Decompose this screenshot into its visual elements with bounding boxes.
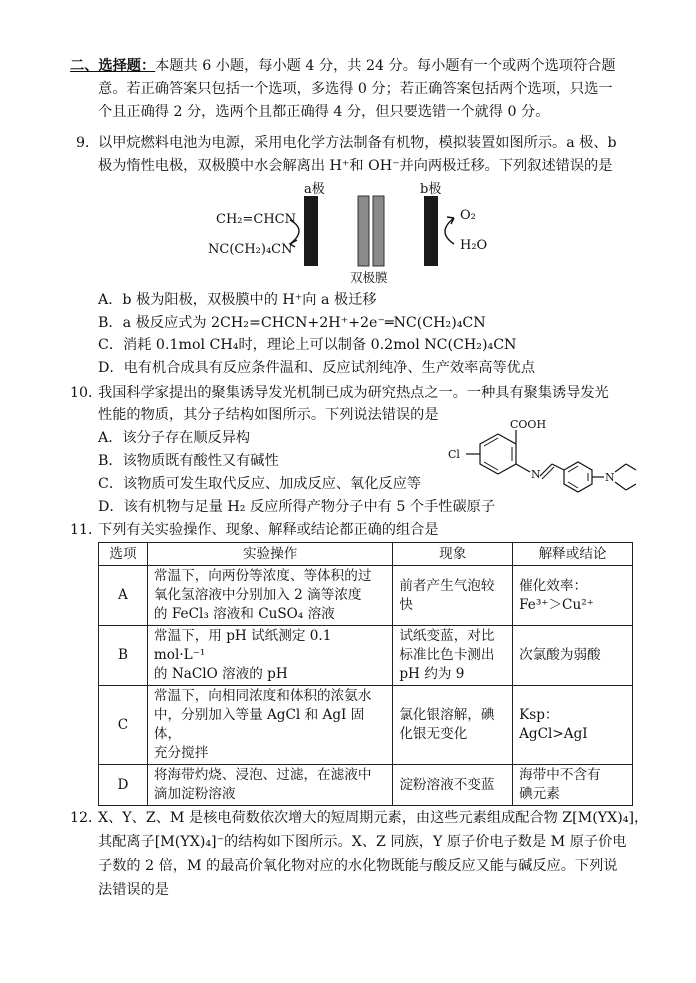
row-c-ph-line-2: 化银无变化 bbox=[399, 726, 468, 742]
row-b-ph-line-2: 标准比色卡测出 bbox=[399, 647, 495, 663]
row-c-con-line-1: Ksp：AgCl>AgI bbox=[519, 707, 588, 742]
q12-line-2: 其配离子[M(YX)₄]⁻的结构如下图所示。X、Z 同族，Y 原子价电子数是 M 原子价电 bbox=[98, 834, 627, 850]
electrode-b bbox=[424, 196, 438, 266]
section-line-3: 个且正确得 2 分，选两个且都正确得 4 分，但只要选错一个就得 0 分。 bbox=[98, 104, 550, 120]
table-row bbox=[99, 566, 633, 626]
ethyl-1b bbox=[626, 464, 636, 470]
row-b-option: B bbox=[99, 626, 148, 686]
q10-option-a: A．该分子存在顺反异构 bbox=[98, 430, 251, 446]
section-line-2: 意。若正确答案只包括一个选项，多选得 0 分；若正确答案包括两个选项，只选一 bbox=[98, 81, 613, 97]
row-c-option: C bbox=[99, 686, 148, 765]
row-b-conclusion bbox=[513, 626, 633, 686]
row-a-phenomenon bbox=[393, 566, 513, 626]
table-row bbox=[99, 765, 633, 806]
imine-double-1 bbox=[540, 464, 552, 476]
header-phenomenon: 现象 bbox=[393, 543, 513, 566]
row-b-op-line-1: 常温下，用 pH 试纸测定 0.1 mol·L⁻¹ bbox=[153, 628, 332, 663]
q10-option-c: C．该物质可发生取代反应、加成反应、氧化反应等 bbox=[98, 476, 421, 492]
label-b-electrode: b极 bbox=[420, 182, 442, 197]
q11-number: 11． bbox=[70, 522, 103, 538]
q11-table bbox=[98, 542, 633, 806]
atom-cl: Cl bbox=[448, 448, 460, 461]
q10-molecule-structure bbox=[440, 420, 640, 498]
header-conclusion: 解释或结论 bbox=[513, 543, 633, 566]
row-c-phenomenon bbox=[393, 686, 513, 765]
q10-line-1: 我国科学家提出的聚集诱导发光机制已成为研究热点之一。一种具有聚集诱导发光 bbox=[98, 385, 609, 401]
row-a-op-line-1: 常温下，向两份等浓度、等体积的过 bbox=[153, 568, 372, 584]
ethyl-1a bbox=[615, 464, 626, 472]
q12-number: 12． bbox=[70, 810, 103, 826]
row-d-phenomenon bbox=[393, 765, 513, 806]
q10-line-2: 性能的物质，其分子结构如图所示。下列说法错误的是 bbox=[98, 407, 439, 423]
group-cooh: COOH bbox=[510, 420, 547, 431]
molecule-svg bbox=[440, 420, 640, 498]
q10-option-d: D．该有机物与足量 H₂ 反应所得产物分子中有 5 个手性碳原子 bbox=[98, 499, 496, 515]
row-d-op-line-2: 滴加淀粉溶液 bbox=[153, 786, 236, 802]
row-b-con-line-1: 次氯酸为弱酸 bbox=[519, 647, 601, 663]
row-d-ph-line-1: 淀粉溶液不变蓝 bbox=[399, 776, 495, 793]
section-text-1: 本题共 6 小题，每小题 4 分，共 24 分。每小题有一个或两个选项符合题 bbox=[155, 58, 616, 74]
q12-line-1: X、Y、Z、M 是核电荷数依次增大的短周期元素，由这些元素组成配合物 Z[M(YX)₄]， bbox=[98, 810, 649, 826]
table-row bbox=[99, 626, 633, 686]
row-c-op-line-3: 充分搅拌 bbox=[153, 745, 209, 761]
row-b-op-line-2: 的 NaClO 溶液的 pH bbox=[153, 666, 288, 682]
electrode-a bbox=[304, 196, 318, 266]
q9-line-2: 极为惰性电极，双极膜中水会解离出 H⁺和 OH⁻并向两极迁移。下列叙述错误的是 bbox=[98, 158, 613, 174]
atom-n-imine: N bbox=[531, 468, 541, 481]
section-line-1 bbox=[70, 56, 616, 76]
label-membrane: 双极膜 bbox=[350, 270, 388, 285]
header-operation: 实验操作 bbox=[147, 543, 392, 566]
row-c-op-line-1: 常温下，向相同浓度和体积的浓氨水 bbox=[153, 688, 372, 704]
row-b-ph-line-3: pH 约为 9 bbox=[399, 666, 465, 682]
row-b-ph-line-1: 试纸变蓝，对比 bbox=[399, 628, 495, 644]
label-adiponitrile: NC(CH₂)₄CN bbox=[208, 242, 293, 257]
section-title: 二、选择题： bbox=[70, 58, 156, 74]
row-a-con-line-1: 催化效率： bbox=[519, 577, 588, 594]
row-a-ph-line-1: 前者产生气泡较 bbox=[399, 577, 495, 594]
label-a-electrode: a极 bbox=[304, 182, 325, 197]
row-d-operation bbox=[147, 765, 392, 806]
q9-option-a: A．b 极为阳极，双极膜中的 H⁺向 a 极迁移 bbox=[98, 292, 377, 308]
imine-bond-1 bbox=[516, 464, 530, 472]
benzene-ring-1 bbox=[480, 434, 516, 474]
q12-line-4: 法错误的是 bbox=[98, 882, 169, 898]
ring1-double-1 bbox=[484, 438, 498, 446]
row-c-ph-line-1: 氯化银溶解，碘 bbox=[399, 707, 495, 723]
label-acrylonitrile: CH₂=CHCN bbox=[216, 212, 296, 227]
row-a-conclusion bbox=[513, 566, 633, 626]
row-a-op-line-3: 的 FeCl₃ 溶液和 CuSO₄ 溶液 bbox=[153, 606, 335, 622]
bipolar-membrane-left bbox=[358, 196, 369, 266]
row-c-conclusion bbox=[513, 686, 633, 765]
row-c-op-line-2: 中，分别加入等量 AgCl 和 AgI 固体， bbox=[153, 707, 365, 742]
q12-line-3: 子数的 2 倍，M 的最高价氧化物对应的水化物既能与酸反应又能与碱反应。下列说 bbox=[98, 858, 618, 874]
row-a-con-line-2: Fe³⁺＞Cu²⁺ bbox=[519, 596, 594, 613]
bipolar-membrane-right bbox=[373, 196, 384, 266]
q10-option-b: B．该物质既有酸性又有碱性 bbox=[98, 453, 279, 469]
row-b-operation bbox=[147, 626, 392, 686]
row-a-ph-line-2: 快 bbox=[399, 596, 413, 613]
label-o2: O₂ bbox=[460, 208, 476, 223]
label-h2o: H₂O bbox=[460, 238, 488, 253]
q11-line-1: 下列有关实验操作、现象、解释或结论都正确的组合是 bbox=[98, 522, 439, 538]
row-b-phenomenon bbox=[393, 626, 513, 686]
ethyl-2b bbox=[626, 484, 636, 490]
row-a-operation bbox=[147, 566, 392, 626]
q9-option-b: B．a 极反应式为 2CH₂=CHCN+2H⁺+2e⁻═NC(CH₂)₄CN bbox=[98, 315, 486, 331]
row-d-option: D bbox=[99, 765, 148, 806]
row-d-con-line-1: 海带中不含有 bbox=[519, 767, 601, 783]
row-a-option: A bbox=[99, 566, 148, 626]
row-c-operation bbox=[147, 686, 392, 765]
q9-option-c: C．消耗 0.1mol CH₄时，理论上可以制备 0.2mol NC(CH₂)₄CN bbox=[98, 337, 517, 353]
row-d-op-line-1: 将海带灼烧、浸泡、过滤，在滤液中 bbox=[153, 767, 372, 783]
row-d-conclusion bbox=[513, 765, 633, 806]
q9-line-1: 以甲烷燃料电池为电源，采用电化学方法制备有机物，模拟装置如图所示。a 极、b bbox=[98, 135, 617, 151]
q9-electrolysis-diagram bbox=[200, 180, 520, 284]
q9-option-d: D．电有机合成具有反应条件温和、反应试剂纯净、生产效率高等优点 bbox=[98, 360, 536, 376]
table-row bbox=[99, 686, 633, 765]
ethyl-2a bbox=[615, 482, 626, 490]
row-a-op-line-2: 氧化氢溶液中分别加入 2 滴等浓度 bbox=[153, 587, 362, 603]
row-d-con-line-2: 碘元素 bbox=[519, 786, 560, 802]
q10-number: 10． bbox=[70, 385, 103, 401]
q9-number: 9． bbox=[76, 135, 100, 151]
atom-n-amine: N bbox=[605, 471, 615, 484]
ring1-double-3 bbox=[484, 462, 498, 470]
header-option: 选项 bbox=[99, 543, 148, 566]
table-header-row bbox=[99, 543, 633, 566]
